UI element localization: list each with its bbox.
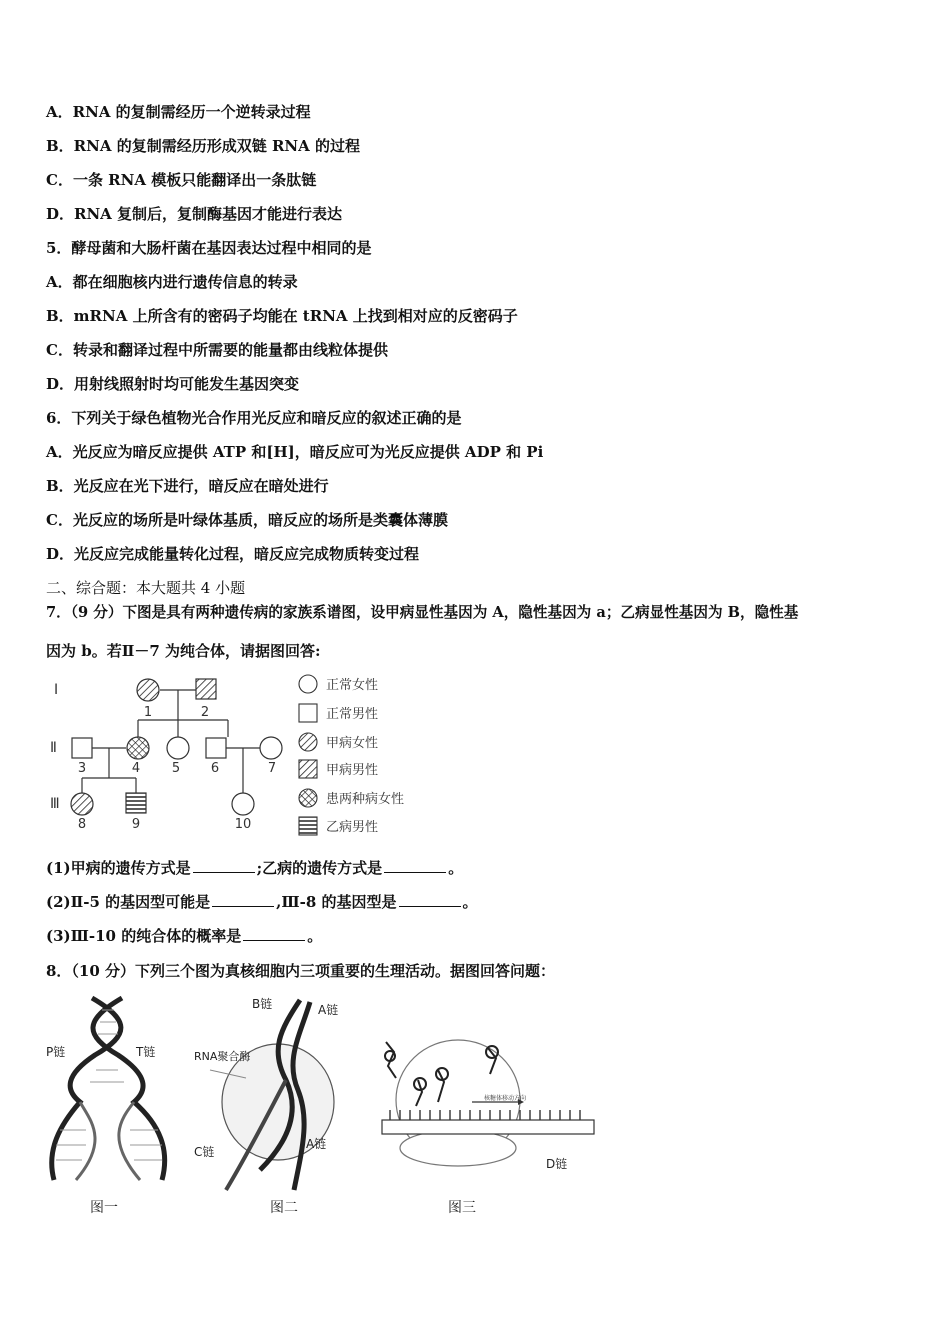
q6-option-c: C．光反应的场所是叶绿体基质，暗反应的场所是类囊体薄膜 bbox=[46, 511, 448, 529]
individual-number: 10 bbox=[234, 817, 252, 832]
individual-5 bbox=[167, 737, 189, 759]
answer-blank[interactable] bbox=[399, 892, 461, 907]
mrna-strand bbox=[382, 1120, 594, 1134]
figure-1-dna-replication bbox=[40, 990, 180, 1220]
individual-number: 1 bbox=[143, 705, 153, 720]
q6-option-b: B．光反应在光下进行，暗反应在暗处进行 bbox=[46, 477, 329, 495]
q7-sub3: (3)Ⅲ-10 的纯合体的概率是 。 bbox=[46, 927, 323, 945]
generation-label: Ⅲ bbox=[50, 796, 60, 812]
q6-stem: 6．下列关于绿色植物光合作用光反应和暗反应的叙述正确的是 bbox=[46, 409, 462, 427]
generation-label: Ⅱ bbox=[50, 740, 57, 756]
legend-label: 患两种病女性 bbox=[326, 792, 405, 807]
individual-number: 3 bbox=[77, 761, 87, 776]
q4-option-a: A．RNA 的复制需经历一个逆转录过程 bbox=[46, 103, 311, 121]
figure-1-caption: 图一 bbox=[90, 1200, 118, 1216]
individual-number: 9 bbox=[131, 817, 141, 832]
individual-2 bbox=[196, 679, 216, 699]
individual-number: 6 bbox=[210, 761, 220, 776]
q5-option-c: C．转录和翻译过程中所需要的能量都由线粒体提供 bbox=[46, 341, 388, 359]
q7-stem-line2: 因为 b。若Ⅱ－7 为纯合体，请据图回答: bbox=[46, 642, 321, 660]
figure-2-transcription bbox=[190, 990, 350, 1220]
a-strand-label-bottom: A链 bbox=[306, 1137, 327, 1151]
individual-4 bbox=[127, 737, 149, 759]
individual-number: 2 bbox=[200, 705, 210, 720]
b-strand-label: B链 bbox=[252, 997, 273, 1011]
individual-7 bbox=[260, 737, 282, 759]
individual-number: 4 bbox=[131, 761, 141, 776]
section-title: 二、综合题：本大题共 4 小题 bbox=[46, 579, 246, 597]
q4-option-b: B．RNA 的复制需经历形成双链 RNA 的过程 bbox=[46, 137, 360, 155]
legend-label: 乙病男性 bbox=[326, 820, 379, 835]
figure-3-translation bbox=[360, 1030, 600, 1220]
q4-option-d: D．RNA 复制后，复制酶基因才能进行表达 bbox=[46, 205, 343, 223]
q5-stem: 5．酵母菌和大肠杆菌在基因表达过程中相同的是 bbox=[46, 239, 372, 257]
q7-sub2: (2)Ⅱ-5 的基因型可能是 ,Ⅲ-8 的基因型是 。 bbox=[46, 893, 478, 911]
individual-8 bbox=[71, 793, 93, 815]
individual-1 bbox=[137, 679, 159, 701]
pedigree-chart bbox=[40, 668, 440, 840]
a-strand-label-top: A链 bbox=[318, 1003, 339, 1017]
individual-10 bbox=[232, 793, 254, 815]
individual-number: 8 bbox=[77, 817, 87, 832]
answer-blank[interactable] bbox=[193, 858, 255, 873]
ribosome-direction-label: 核糖体移动方向 bbox=[484, 1095, 527, 1102]
q4-option-c: C．一条 RNA 模板只能翻译出一条肽链 bbox=[46, 171, 317, 189]
d-strand-label: D链 bbox=[546, 1157, 568, 1171]
q6-option-d: D．光反应完成能量转化过程，暗反应完成物质转变过程 bbox=[46, 545, 420, 563]
individual-3 bbox=[72, 738, 92, 758]
q6-option-a: A．光反应为暗反应提供 ATP 和[H]，暗反应可为光反应提供 ADP 和 Pi bbox=[46, 443, 544, 461]
p-strand-label: P链 bbox=[46, 1045, 66, 1059]
individual-number: 7 bbox=[267, 761, 277, 776]
legend-label: 正常女性 bbox=[326, 678, 379, 693]
q7-sub1: (1)甲病的遗传方式是 ;乙病的遗传方式是 。 bbox=[46, 859, 464, 877]
t-strand-label: T链 bbox=[136, 1045, 156, 1059]
q8-stem: 8．（10 分）下列三个图为真核细胞内三项重要的生理活动。据图回答问题： bbox=[46, 962, 556, 980]
legend-label: 甲病女性 bbox=[326, 736, 379, 751]
q7-stem-line1: 7．（9 分）下图是具有两种遗传病的家族系谱图，设甲病显性基因为 A，隐性基因为 a；乙病显性基因为 B，隐性基 bbox=[46, 604, 799, 621]
individual-9 bbox=[126, 793, 146, 813]
q5-option-d: D．用射线照射时均可能发生基因突变 bbox=[46, 375, 300, 393]
generation-label: Ⅰ bbox=[54, 682, 59, 698]
individual-6 bbox=[206, 738, 226, 758]
rna-polymerase-label: RNA聚合酶 bbox=[194, 1050, 251, 1063]
q5-option-b: B．mRNA 上所含有的密码子均能在 tRNA 上找到相对应的反密码子 bbox=[46, 307, 518, 325]
q5-option-a: A．都在细胞核内进行遗传信息的转录 bbox=[46, 273, 298, 291]
answer-blank[interactable] bbox=[212, 892, 274, 907]
figure-2-caption: 图二 bbox=[270, 1200, 298, 1216]
c-strand-label: C链 bbox=[194, 1145, 215, 1159]
answer-blank[interactable] bbox=[384, 858, 446, 873]
legend-label: 正常男性 bbox=[326, 707, 379, 722]
figure-3-caption: 图三 bbox=[448, 1200, 476, 1216]
legend-label: 甲病男性 bbox=[326, 763, 379, 778]
individual-number: 5 bbox=[171, 761, 181, 776]
answer-blank[interactable] bbox=[243, 926, 305, 941]
